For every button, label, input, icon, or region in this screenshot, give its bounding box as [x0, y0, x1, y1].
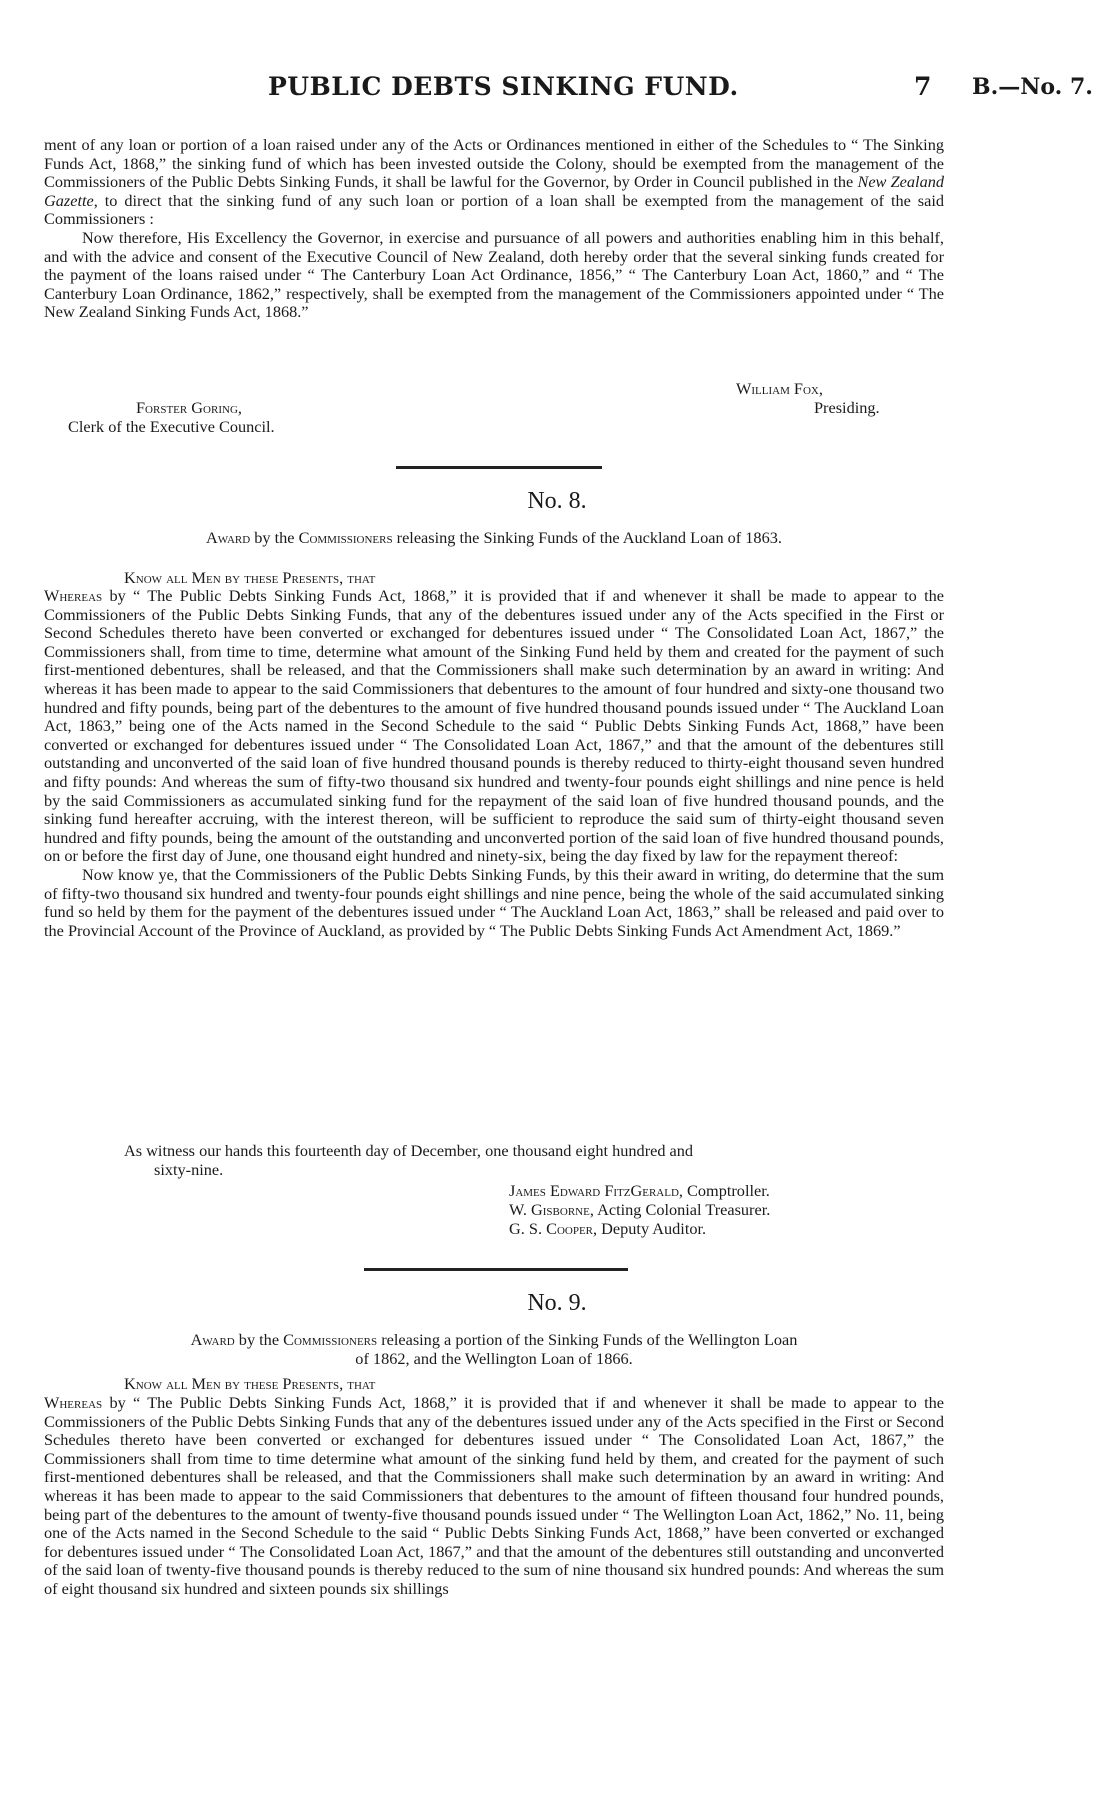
- signatory-treasurer: [509, 1201, 770, 1220]
- signatory-role: , Deputy Auditor.: [593, 1219, 707, 1238]
- witness-line-2: sixty-nine.: [154, 1160, 224, 1179]
- section8-know-all: Know all Men by these Presents, that: [124, 568, 376, 587]
- gazette-title: New Zealand Gazette: [44, 172, 944, 210]
- header-title: PUBLIC DEBTS SINKING FUND.: [268, 72, 739, 101]
- clerk-role: Clerk of the Executive Council.: [68, 417, 275, 436]
- award-lead: Award: [190, 1330, 235, 1349]
- presiding-signer-role: Presiding.: [814, 398, 880, 417]
- section9-number: No. 9.: [527, 1290, 587, 1316]
- award-rest-line-2: of 1862, and the Wellington Loan of 1866.: [355, 1349, 633, 1368]
- whereas-lead: Whereas: [44, 586, 103, 605]
- section8-paragraph-1: [44, 587, 944, 866]
- witness-line-1: As witness our hands this fourteenth day of December, one thousand eight hundred and: [124, 1141, 694, 1160]
- award-by: by the: [250, 528, 299, 547]
- section8-p1-text: by “ The Public Debts Sinking Funds Act, 1868,” it is provided that if and whenever it shall be made to appear to the Commissioners of the Public Debts Sinking Funds, that any of the debentures issued under any of the Acts specified in the First or Second Schedules thereto have been converted or exchanged for debentures issued under “ The Consolidated Loan Act, 1867,” the Commissioners shall, from time to time, determine what amount of the Sinking Fund held by them and created for the payment of such first-mentioned debentures, shall be released, and that the Commissioners shall make such determination by an award in writing: And whereas it has been made to appear to the said Commissioners that debentures to the amount of four hundred and sixty-one thousand two hundred and fifty pounds, being part of the debentures to the amount of five hundred thousand pounds issued under “ The Auckland Loan Act, 1863,” being one of the Acts named in the Second Schedule to the said “ Public Debts Sinking Funds Act, 1868,” have been converted or exchanged for debentures issued under “ The Consolidated Loan Act, 1867,” and that the amount of the debentures still outstanding and unconverted of the said loan of five hundred thousand pounds is thereby reduced to thirty-eight thousand seven hundred and fifty pounds: And whereas the sum of fifty-two thousand six hundred and twenty-four pounds eight shillings and nine pence is held by the said Commissioners as accumulated sinking fund for the repayment of the said loan of five hundred thousand pounds, and the sinking fund hereafter accruing, with the interest thereon, will be sufficient to reproduce the said sum of thirty-eight thousand seven hundred and fifty pounds, being the amount of the outstanding and unconverted portion of the said loan of five hundred thousand pounds, on or before the first day of June, one thousand eight hundred and ninety-six, being the day fixed by law for the repayment thereof:: [44, 586, 944, 866]
- section8-paragraph-2: Now know ye, that the Commissioners of the Public Debts Sinking Funds, by this their award in writing, do determine that the sum of fifty-two thousand six hundred and twenty-four pounds eight shillings and nine pence, being the whole of the said accumulated sinking fund so held by them for the payment of the debentures issued under “ The Auckland Loan Act, 1863,” shall be released and paid over to the Provincial Account of the Province of Auckland, as provided by “ The Public Debts Sinking Funds Act Amendment Act, 1869.”: [44, 864, 944, 940]
- whereas-lead: Whereas: [44, 1393, 103, 1412]
- section8-number: No. 8.: [527, 488, 587, 514]
- section-divider: [396, 466, 602, 469]
- section9-body: [44, 1394, 944, 1599]
- section7-paragraph-1: [44, 136, 944, 229]
- running-header: [0, 72, 1114, 108]
- section8-award-title: [44, 528, 944, 547]
- section8-body: [44, 587, 944, 940]
- signatory-auditor: [509, 1220, 706, 1239]
- award-by: by the: [234, 1330, 284, 1349]
- section7-p1-text-a: ment of any loan or portion of a loan raised under any of the Acts or Ordinances mentioned in either of the Schedules to “ The Sinking Funds Act, 1868,” the sinking fund of which has been invested outside the Colony, should be exempted from the management of the Commissioners of the Public Debts Sinking Funds, it shall be lawful for the Governor, by Order in Council published in the: [44, 135, 944, 192]
- signatory-name: G. S. Cooper: [509, 1219, 594, 1238]
- award-rest: releasing the Sinking Funds of the Auckland Loan of 1863.: [392, 528, 782, 547]
- signatory-name: James Edward FitzGerald: [509, 1181, 679, 1200]
- section7-body: [44, 136, 944, 322]
- section-divider: [364, 1268, 628, 1271]
- section9-paragraph-1: [44, 1394, 944, 1599]
- signatory-role: , Acting Colonial Treasurer.: [589, 1200, 771, 1219]
- clerk-name: Forster Goring,: [136, 398, 242, 417]
- section9-award-title: [44, 1330, 944, 1368]
- award-lead: Award: [206, 528, 251, 547]
- page-number: 7: [914, 72, 932, 101]
- award-rest-line-1: releasing a portion of the Sinking Funds of the Wellington Loan: [377, 1330, 798, 1349]
- section7-p1-text-b: , to direct that the sinking fund of any such loan or portion of a loan shall be exempted from the management of the said Commissioners :: [44, 190, 944, 229]
- award-commissioners: Commissioners: [283, 1330, 378, 1349]
- section7-paragraph-2: Now therefore, His Excellency the Governor, in exercise and pursuance of all powers and authorities enabling him in this behalf, and with the advice and consent of the Executive Council of New Zealand, doth hereby order that the several sinking funds created for the payment of the loans raised under “ The Canterbury Loan Act Ordinance, 1856,” “ The Canterbury Loan Act, 1860,” and “ The Canterbury Loan Ordinance, 1862,” respectively, shall be exempted from the management of the Commissioners appointed under “ The New Zealand Sinking Funds Act, 1868.”: [44, 227, 944, 322]
- signatory-comptroller: [509, 1182, 770, 1201]
- award-commissioners: Commissioners: [298, 528, 393, 547]
- section9-p1-text: by “ The Public Debts Sinking Funds Act, 1868,” it is provided that if and whenever it shall be made to appear to the Commissioners of the Public Debts Sinking Funds that any of the debentures issued under any of the Acts specified in the First or Second Schedules thereto have been converted or exchanged for debentures issued under “ The Consolidated Loan Act, 1867,” the Commissioners shall from time to time determine what amount of the sinking fund held by them, and created for the payment of such first-mentioned debentures shall be released, and that the Commissioners shall make such determination by an award in writing: And whereas it has been made to appear to the said Commissioners that debentures to the amount of fifteen thousand four hundred pounds, being part of the debentures to the amount of twenty-five thousand pounds issued under “ The Wellington Loan Act, 1862,” No. 11, being one of the Acts named in the Second Schedule to the said “ Public Debts Sinking Funds Act, 1868,” have been converted or exchanged for debentures issued under “ The Consolidated Loan Act, 1867,” and that the amount of the debentures still outstanding and unconverted of the said loan of twenty-five thousand pounds is thereby reduced to the sum of nine thousand six hundred pounds: And whereas the sum of eight thousand six hundred and sixteen pounds six shillings: [44, 1393, 944, 1598]
- presiding-signer-name: William Fox,: [736, 379, 823, 398]
- paper-reference: B.—No. 7.: [972, 74, 1093, 100]
- signatory-role: , Comptroller.: [678, 1181, 770, 1200]
- section9-know-all: Know all Men by these Presents, that: [124, 1374, 376, 1393]
- signatory-name: W. Gisborne: [509, 1200, 590, 1219]
